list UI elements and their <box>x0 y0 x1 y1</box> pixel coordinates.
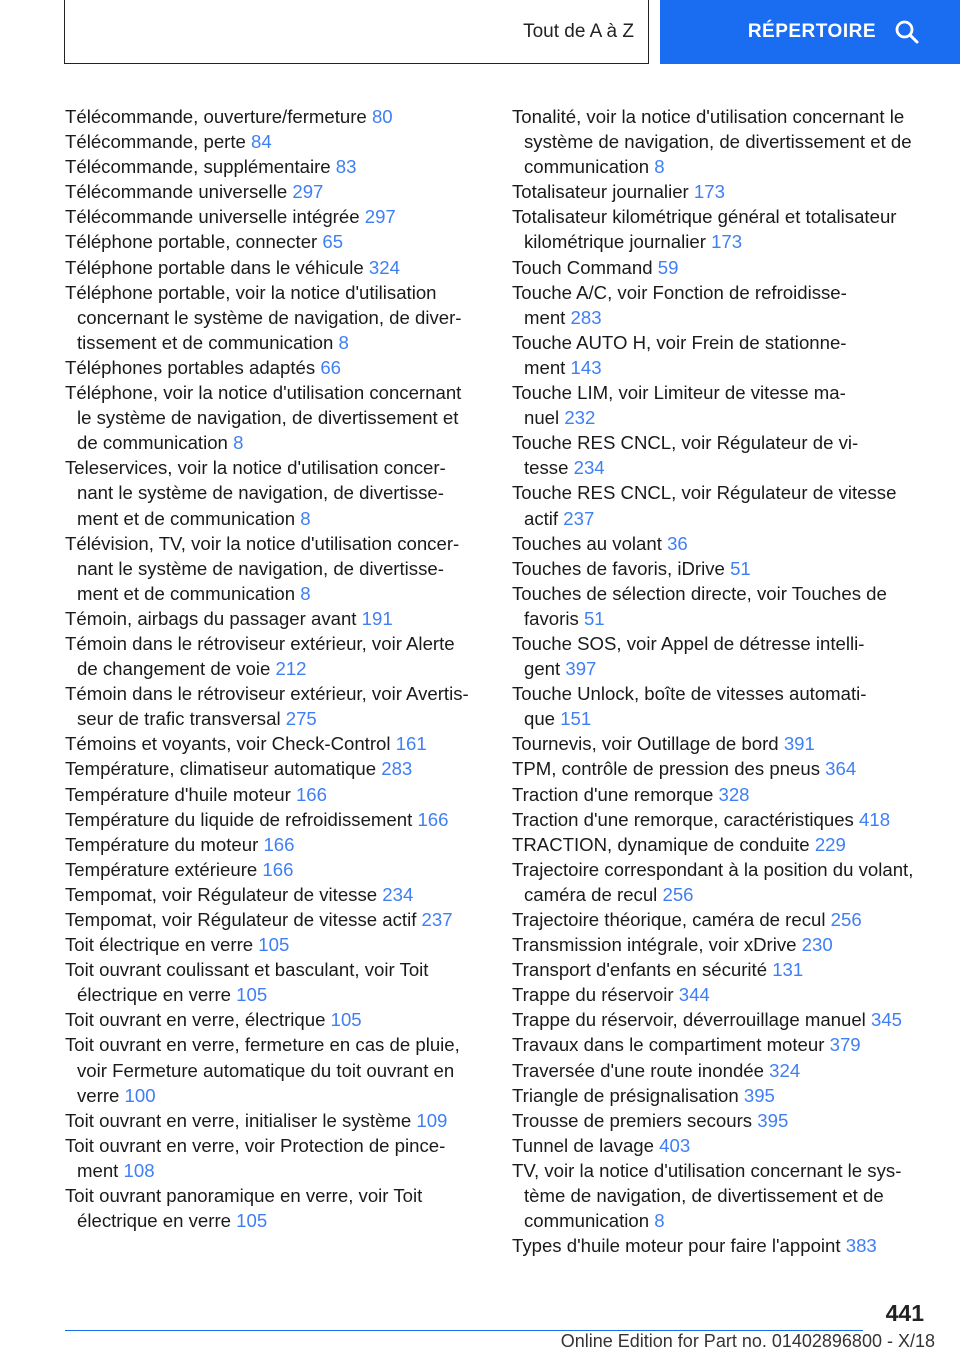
index-entry-text: actif <box>524 507 559 529</box>
index-entry-text: Température du liquide de refroidissement <box>65 808 413 830</box>
index-entry-text: ment <box>524 356 566 378</box>
index-entry <box>512 1133 932 1158</box>
index-entry-text: Toit ouvrant en verre, voir Protection de pince‐ <box>65 1134 446 1156</box>
index-entry <box>512 204 932 254</box>
index-page-link[interactable]: 232 <box>564 407 596 429</box>
index-page-link[interactable]: 131 <box>772 959 804 981</box>
index-entry-text: Témoins et voyants, voir Check-Control <box>65 733 391 755</box>
index-entry-text: Transmission intégrale, voir xDrive <box>512 934 797 956</box>
index-entry <box>65 832 485 857</box>
index-entry <box>65 129 485 154</box>
index-entry-text: de changement de voie <box>77 658 271 680</box>
index-entry-text: Trajectoire théorique, caméra de recul <box>512 909 826 930</box>
index-page-link[interactable]: 8 <box>654 156 665 178</box>
index-entry <box>65 731 485 756</box>
index-entry <box>512 480 932 530</box>
index-entry <box>65 1108 485 1133</box>
index-page-link[interactable]: 395 <box>757 1109 789 1131</box>
index-entry-text: Toit électrique en verre <box>65 934 254 956</box>
index-entry <box>512 556 932 581</box>
index-page-link[interactable]: 109 <box>416 1109 448 1131</box>
index-entry-text: TV, voir la notice d'utilisation concernant le sys‐ <box>512 1159 902 1181</box>
index-page-link[interactable]: 345 <box>871 1009 903 1031</box>
index-entry <box>65 355 485 380</box>
footer-edition-text: Online Edition for Part no. 01402896800 - X/18 <box>560 1331 935 1351</box>
index-entry <box>65 681 485 731</box>
index-page-link[interactable]: 403 <box>659 1134 691 1156</box>
index-entry-text: Télécommande, ouverture/fermeture <box>65 106 367 127</box>
index-page-link[interactable]: 283 <box>381 758 413 780</box>
index-page-link[interactable]: 297 <box>292 181 324 203</box>
index-entry-text: Tempomat, voir Régulateur de vitesse actif <box>65 909 417 930</box>
tab-tout-de-a-a-z-label: Tout de A à Z <box>523 20 634 42</box>
index-entry-text: électrique en verre <box>77 984 231 1006</box>
index-entry <box>65 229 485 254</box>
index-page-link[interactable]: 36 <box>667 532 688 554</box>
index-entry <box>65 782 485 807</box>
index-entry-text: seur de trafic transversal <box>77 708 281 730</box>
index-page-link[interactable]: 8 <box>300 507 311 529</box>
index-entry-text: tissement et de communication <box>77 331 334 353</box>
index-entry-text: Téléphone, voir la notice d'utilisation concernant <box>65 382 462 404</box>
index-entry-text: Triangle de présignalisation <box>512 1084 739 1106</box>
index-entry-text: favoris <box>524 607 579 629</box>
index-entry <box>65 631 485 681</box>
index-page-link[interactable]: 395 <box>743 1084 775 1106</box>
index-entry <box>512 631 932 681</box>
index-page-link[interactable]: 237 <box>421 909 453 930</box>
index-entry <box>512 681 932 731</box>
index-entry-text: Télécommande, supplémentaire <box>65 156 331 178</box>
index-entry-text: Tunnel de lavage <box>512 1134 654 1156</box>
index-entry <box>512 982 932 1007</box>
index-entry-text: Totalisateur kilométrique général et totalisateur <box>512 206 897 228</box>
index-page-link[interactable]: 166 <box>262 858 294 880</box>
index-page-link[interactable]: 275 <box>285 708 317 730</box>
index-page-link[interactable]: 397 <box>565 658 597 680</box>
index-entry <box>65 1183 485 1233</box>
index-page-link[interactable]: 234 <box>382 883 414 905</box>
index-page-link[interactable]: 66 <box>320 356 342 378</box>
index-page-link[interactable]: 418 <box>859 808 891 830</box>
index-entry-text: Télécommande universelle <box>65 181 288 203</box>
index-page-link[interactable]: 8 <box>300 582 311 604</box>
index-entry-text: concernant le système de navigation, de diver‐ <box>77 306 462 328</box>
index-entry <box>65 179 485 204</box>
index-entry <box>512 1083 932 1108</box>
index-entry <box>65 1133 485 1183</box>
index-entry-text: Touches de favoris, iDrive <box>512 557 725 579</box>
index-page-link[interactable]: 344 <box>678 984 710 1006</box>
index-entry <box>512 807 932 832</box>
index-page-link[interactable]: 324 <box>769 1059 801 1081</box>
index-entry <box>512 756 932 781</box>
index-entry-text: Toit ouvrant en verre, fermeture en cas de pluie, <box>65 1034 460 1056</box>
index-entry-text: Télécommande, perte <box>65 131 246 153</box>
index-entry-text: Téléphone portable, connecter <box>65 231 318 253</box>
index-entry-text: Température, climatiseur automatique <box>65 758 377 780</box>
index-entry-text: Touche A/C, voir Fonction de refroidisse‐ <box>512 281 847 303</box>
index-entry-text: Touches de sélection directe, voir Touches de <box>512 582 887 604</box>
index-entry <box>512 1007 932 1032</box>
index-entry-text: Touche RES CNCL, voir Régulateur de vitesse <box>512 482 897 504</box>
index-page-link[interactable]: 191 <box>361 607 393 629</box>
index-page-link[interactable]: 364 <box>825 758 857 780</box>
index-page-link[interactable]: 151 <box>560 708 592 730</box>
index-entry-text: Témoin dans le rétroviseur extérieur, voir Alerte <box>65 632 455 654</box>
index-entry <box>65 932 485 957</box>
tab-repertoire[interactable] <box>660 0 960 64</box>
index-entry-text: électrique en verre <box>77 1210 231 1232</box>
index-entry <box>512 832 932 857</box>
index-entry-text: Toit ouvrant en verre, électrique <box>65 1009 326 1031</box>
index-entry-text: Touch Command <box>512 256 653 278</box>
index-entry-text: ment et de communication <box>77 507 296 529</box>
index-page-link[interactable]: 237 <box>563 507 595 529</box>
index-entry-text: Totalisateur journalier <box>512 181 689 203</box>
index-entry-text: Toit ouvrant en verre, initialiser le système <box>65 1109 412 1131</box>
index-page-link[interactable]: 229 <box>814 833 846 855</box>
index-entry-text: Télécommande universelle intégrée <box>65 206 360 228</box>
index-entry-text: Traction d'une remorque <box>512 783 714 805</box>
index-entry-text: Touche LIM, voir Limiteur de vitesse ma‐ <box>512 382 846 404</box>
index-page-link[interactable]: 256 <box>830 909 862 930</box>
index-entry-text: Touche RES CNCL, voir Régulateur de vi‐ <box>512 432 859 454</box>
index-entry <box>65 204 485 229</box>
index-entry-text: de communication <box>77 432 228 454</box>
index-entry-text: Travaux dans le compartiment moteur <box>512 1034 825 1056</box>
index-entry <box>65 531 485 606</box>
index-page-link[interactable]: 230 <box>801 934 833 956</box>
index-entry <box>65 255 485 280</box>
index-entry-text: Traction d'une remorque, caractéristiques <box>512 808 854 830</box>
index-entry-text: Trappe du réservoir <box>512 984 674 1006</box>
index-entry-text: communication <box>524 156 650 178</box>
index-entry-text: Télévision, TV, voir la notice d'utilisation concer‐ <box>65 532 460 554</box>
index-page-link[interactable]: 256 <box>662 883 694 905</box>
index-page-link[interactable]: 166 <box>417 808 449 830</box>
index-entry <box>65 104 485 129</box>
index-page-link[interactable]: 108 <box>123 1159 155 1181</box>
index-page-link[interactable]: 161 <box>395 733 427 755</box>
index-entry-text: tème de navigation, de divertissement et de <box>524 1185 884 1207</box>
index-entry-text: nuel <box>524 407 560 429</box>
index-entry-text: Tournevis, voir Outillage de bord <box>512 733 779 755</box>
index-entry-text: que <box>524 708 556 730</box>
index-entry-text: Trousse de premiers secours <box>512 1109 753 1131</box>
tab-tout-de-a-a-z[interactable] <box>64 0 649 64</box>
index-entry-text: Témoin, airbags du passager avant <box>65 607 357 629</box>
index-page-link[interactable]: 324 <box>368 256 400 278</box>
tab-repertoire-label: RÉPERTOIRE <box>747 21 876 42</box>
index-entry <box>512 1233 932 1258</box>
index-entry <box>512 179 932 204</box>
index-entry <box>512 731 932 756</box>
index-entry <box>512 1158 932 1233</box>
index-entry-text: Touche SOS, voir Appel de détresse intelli‐ <box>512 632 865 654</box>
index-entry <box>512 104 932 179</box>
index-entry <box>65 882 485 907</box>
index-page-link[interactable]: 173 <box>693 181 725 203</box>
index-entry-text: communication <box>524 1210 650 1232</box>
index-entry-text: ment et de communication <box>77 582 296 604</box>
index-entry-text: Témoin dans le rétroviseur extérieur, voir Avertis‐ <box>65 683 469 705</box>
index-page-link[interactable]: 83 <box>335 156 357 178</box>
index-page-link[interactable]: 143 <box>570 356 602 378</box>
index-column-left <box>65 104 485 1233</box>
index-entry <box>512 857 932 907</box>
index-entry <box>65 154 485 179</box>
index-entry <box>512 380 932 430</box>
index-entry-text: Types d'huile moteur pour faire l'appoint <box>512 1235 841 1257</box>
index-entry <box>65 907 485 932</box>
page-number: 441 <box>885 1300 924 1326</box>
index-entry-text: Température d'huile moteur <box>65 783 291 805</box>
index-page-link[interactable]: 105 <box>258 934 290 956</box>
index-page-link[interactable]: 105 <box>236 1210 268 1232</box>
index-entry-text: tesse <box>524 457 569 479</box>
index-entry-text: Touche AUTO H, voir Frein de stationne‐ <box>512 331 847 353</box>
index-page-link[interactable]: 105 <box>330 1009 362 1031</box>
index-entry <box>512 907 932 932</box>
index-page-link[interactable]: 212 <box>275 658 307 680</box>
index-entry-text: kilométrique journalier <box>524 231 706 253</box>
index-page-link[interactable]: 100 <box>124 1084 156 1106</box>
index-entry-text: ment <box>77 1159 119 1181</box>
index-page-link[interactable]: 166 <box>295 783 327 805</box>
index-entry <box>512 280 932 330</box>
index-entry-text: Tonalité, voir la notice d'utilisation concernant le <box>512 106 905 127</box>
index-entry-text: nant le système de navigation, de divertisse‐ <box>77 482 444 504</box>
index-entry-text: Téléphones portables adaptés <box>65 356 316 378</box>
index-entry <box>512 531 932 556</box>
index-page-link[interactable]: 59 <box>657 256 679 278</box>
index-entry-text: voir Fermeture automatique du toit ouvrant en <box>77 1059 455 1081</box>
index-entry-text: le système de navigation, de divertissement et <box>77 407 459 429</box>
index-entry <box>65 807 485 832</box>
index-entry-text: Touches au volant <box>512 532 662 554</box>
index-entry <box>512 1032 932 1057</box>
index-page-link[interactable]: 328 <box>718 783 750 805</box>
index-entry <box>65 280 485 355</box>
index-entry-text: TRACTION, dynamique de conduite <box>512 833 810 855</box>
index-entry-text: verre <box>77 1084 120 1106</box>
index-page-link[interactable]: 51 <box>583 607 605 629</box>
index-entry <box>512 932 932 957</box>
index-page-link[interactable]: 105 <box>236 984 268 1006</box>
index-entry-text: nant le système de navigation, de divertisse‐ <box>77 557 444 579</box>
index-page-link[interactable]: 65 <box>322 231 344 253</box>
index-entry-text: Trappe du réservoir, déverrouillage manuel <box>512 1009 866 1031</box>
index-entry-text: TPM, contrôle de pression des pneus <box>512 758 820 780</box>
index-entry <box>512 581 932 631</box>
index-page-link[interactable]: 8 <box>233 432 244 454</box>
index-entry <box>65 1007 485 1032</box>
index-page-link[interactable]: 80 <box>371 106 393 127</box>
index-entry <box>512 255 932 280</box>
index-entry <box>65 380 485 455</box>
index-page-link[interactable]: 234 <box>573 457 605 479</box>
index-page-link[interactable]: 283 <box>570 306 602 328</box>
index-entry <box>65 857 485 882</box>
index-entry-text: Toit ouvrant coulissant et basculant, voir Toit <box>65 959 429 981</box>
index-entry-text: ment <box>524 306 566 328</box>
index-entry <box>65 756 485 781</box>
index-page-link[interactable]: 8 <box>654 1210 665 1232</box>
index-entry-text: caméra de recul <box>524 883 658 905</box>
index-entry <box>65 1032 485 1107</box>
index-entry <box>65 606 485 631</box>
index-entry-text: système de navigation, de divertissement et de <box>524 131 912 153</box>
index-entry-text: Température du moteur <box>65 833 259 855</box>
index-entry <box>512 1058 932 1083</box>
index-entry-text: gent <box>524 658 561 680</box>
index-entry-text: Trajectoire correspondant à la position du volant, <box>512 858 914 880</box>
index-page-link[interactable]: 297 <box>364 206 396 228</box>
search-icon[interactable] <box>894 19 920 45</box>
index-entry <box>512 330 932 380</box>
index-column-right <box>512 104 932 1258</box>
index-page-link[interactable]: 173 <box>711 231 743 253</box>
index-entry <box>512 782 932 807</box>
index-page-link[interactable]: 51 <box>730 557 751 579</box>
index-entry-text: Toit ouvrant panoramique en verre, voir Toit <box>65 1185 423 1207</box>
index-entry-text: Traversée d'une route inondée <box>512 1059 764 1081</box>
index-entry <box>512 430 932 480</box>
index-entry-text: Température extérieure <box>65 858 258 880</box>
index-entry-text: Transport d'enfants en sécurité <box>512 959 768 981</box>
index-page-link[interactable]: 383 <box>845 1235 877 1257</box>
index-entry-text: Teleservices, voir la notice d'utilisation concer‐ <box>65 457 446 479</box>
index-entry <box>512 957 932 982</box>
index-page-link[interactable]: 391 <box>783 733 815 755</box>
index-page-link[interactable]: 379 <box>829 1034 861 1056</box>
index-entry-text: Téléphone portable, voir la notice d'utilisation <box>65 281 437 303</box>
index-entry-text: Téléphone portable dans le véhicule <box>65 256 364 278</box>
index-entry-text: Tempomat, voir Régulateur de vitesse <box>65 883 378 905</box>
index-entry-text: Touche Unlock, boîte de vitesses automati‐ <box>512 683 867 705</box>
index-entry <box>65 455 485 530</box>
index-page-link[interactable]: 166 <box>263 833 295 855</box>
index-entry <box>512 1108 932 1133</box>
index-page-link[interactable]: 8 <box>338 331 349 353</box>
index-page-link[interactable]: 84 <box>251 131 272 153</box>
index-entry <box>65 957 485 1007</box>
